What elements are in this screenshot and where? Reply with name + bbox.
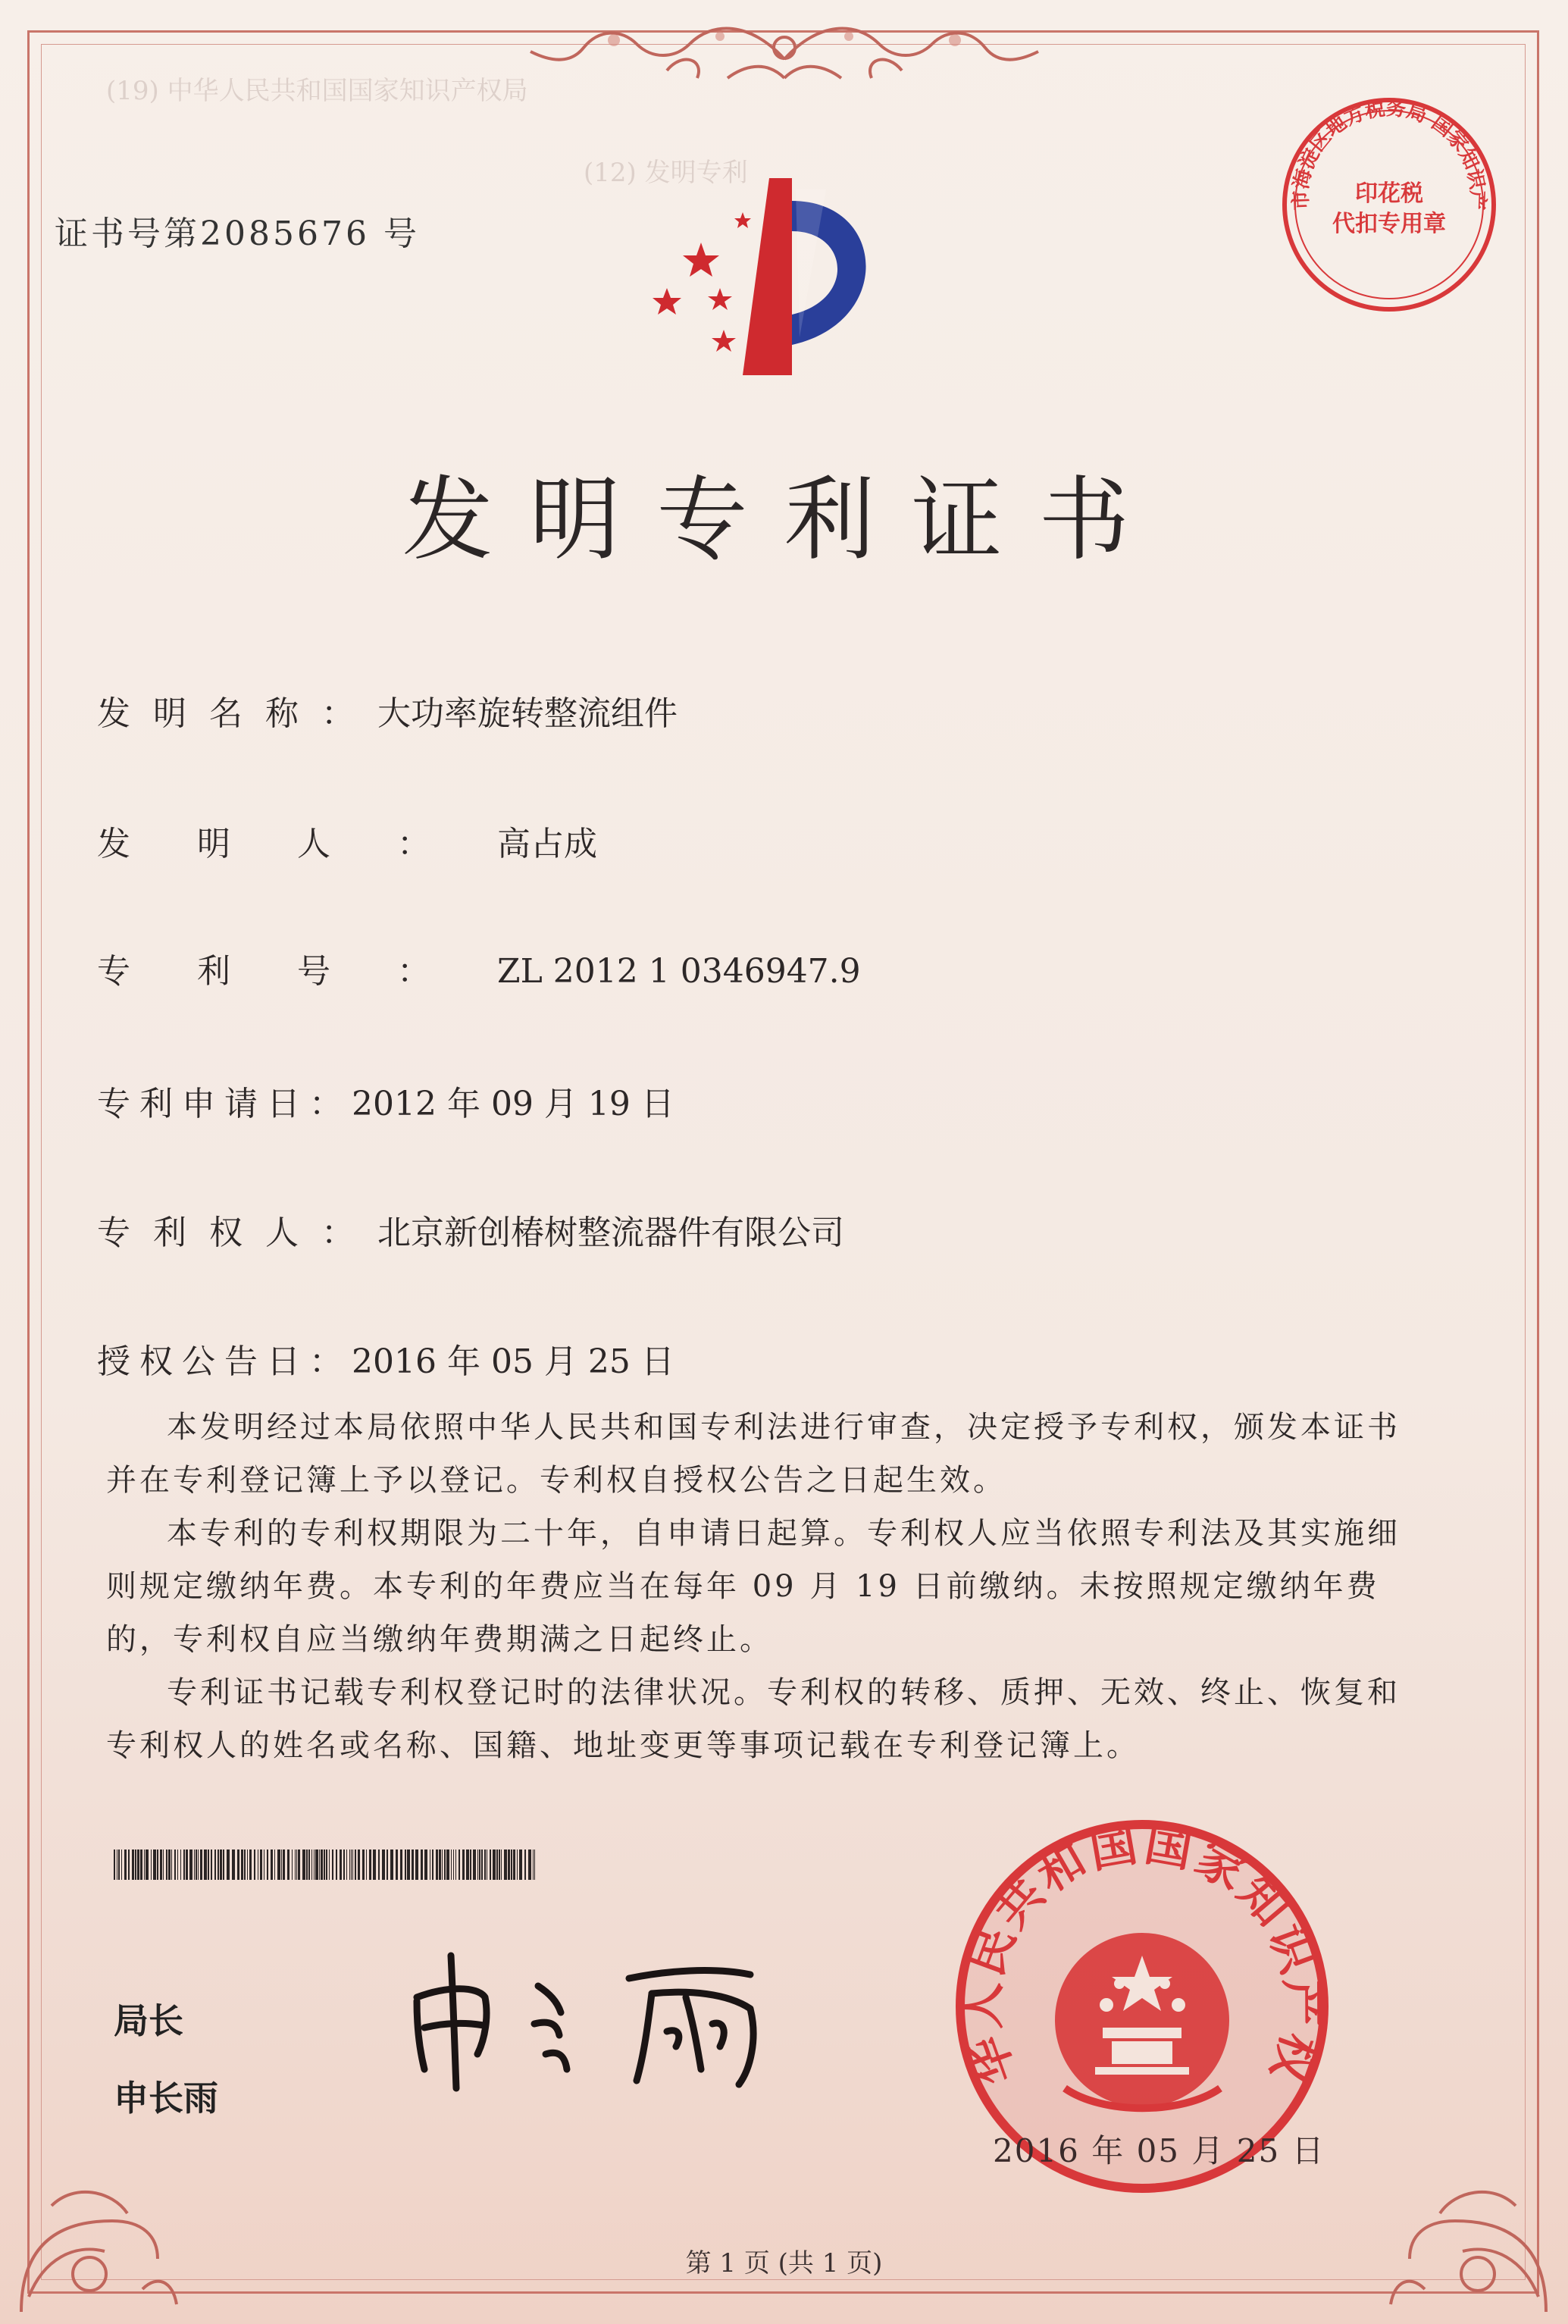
page-title: 发明专利证书 [402, 468, 1166, 573]
stamp-duty-seal [1279, 95, 1499, 315]
field-grant-date [97, 1334, 674, 1383]
field-label: 发明人： [97, 825, 497, 863]
field-label: 专利号： [97, 952, 497, 991]
field-label: 发明名称： [97, 694, 377, 733]
cert-number-value: 2085676 [200, 215, 370, 253]
field-patentee [97, 1205, 844, 1254]
bottom-right-ornament [1379, 2160, 1561, 2319]
director-signature [394, 1940, 788, 2092]
field-label: 专利申请日： [97, 1085, 352, 1123]
certificate-number [55, 206, 420, 255]
field-value: ZL 2012 1 0346947.9 [497, 952, 861, 991]
watermark-line: (12) 发明专利 [584, 158, 748, 188]
barcode [114, 1849, 538, 1880]
field-value: 高占成 [497, 825, 597, 863]
body-paragraph: 专利证书记载专利权登记时的法律状况。专利权的转移、质押、无效、终止、恢复和专利权人的姓名或名称、国籍、地址变更等事项记载在专利登记簿上。 [106, 1675, 1401, 1763]
page-footer: 第 1 页 (共 1 页) [685, 2248, 883, 2279]
watermark-line: (19) 中华人民共和国国家知识产权局 [106, 76, 528, 106]
field-value: 2016 年 05 月 25 日 [352, 1342, 674, 1381]
director-name: 申长雨 [114, 2078, 218, 2119]
director-title: 局长 [114, 2000, 183, 2041]
cert-number-label: 证书号第 [55, 215, 200, 253]
body-paragraph: 本专利的专利权期限为二十年，自申请日起算。专利权人应当依照专利法及其实施细则规定缴纳年费。本专利的年费应当在每年 09 月 19 日前缴纳。未按照规定缴纳年费的，专利权自应当缴纳年费期满之日起终止。 [106, 1516, 1401, 1657]
svg-text:北京市海淀区地方税务局 国家知识产权局: 市海淀区地方税务局 国家知识产 [1289, 97, 1489, 211]
sipo-logo [637, 171, 925, 383]
field-value: 大功率旋转整流组件 [377, 694, 678, 733]
svg-text:印花税: 印花税 [1355, 180, 1423, 207]
svg-text:代扣专用章: 代扣专用章 [1332, 211, 1446, 237]
field-patent-number [97, 944, 861, 992]
field-label: 授权公告日： [97, 1342, 352, 1381]
field-invention-name [97, 686, 678, 734]
top-ornament [523, 6, 1046, 89]
field-value: 北京新创椿树整流器件有限公司 [377, 1214, 844, 1252]
seal-date: 2016 年 05 月 25 日 [993, 2132, 1325, 2169]
field-application-date [97, 1076, 674, 1125]
field-label: 专利权人： [97, 1214, 377, 1252]
svg-text:中华人民共和国国家知识产权局: 华人民共和国国家知识产权 [954, 1815, 1331, 2092]
body-paragraph: 本发明经过本局依照中华人民共和国专利法进行审查，决定授予专利权，颁发本证书并在专利登记簿上予以登记。专利权自授权公告之日起生效。 [106, 1410, 1401, 1498]
cert-number-suffix: 号 [383, 215, 420, 253]
field-inventor [97, 816, 597, 865]
field-value: 2012 年 09 月 19 日 [352, 1085, 674, 1123]
bottom-left-ornament [6, 2160, 188, 2319]
